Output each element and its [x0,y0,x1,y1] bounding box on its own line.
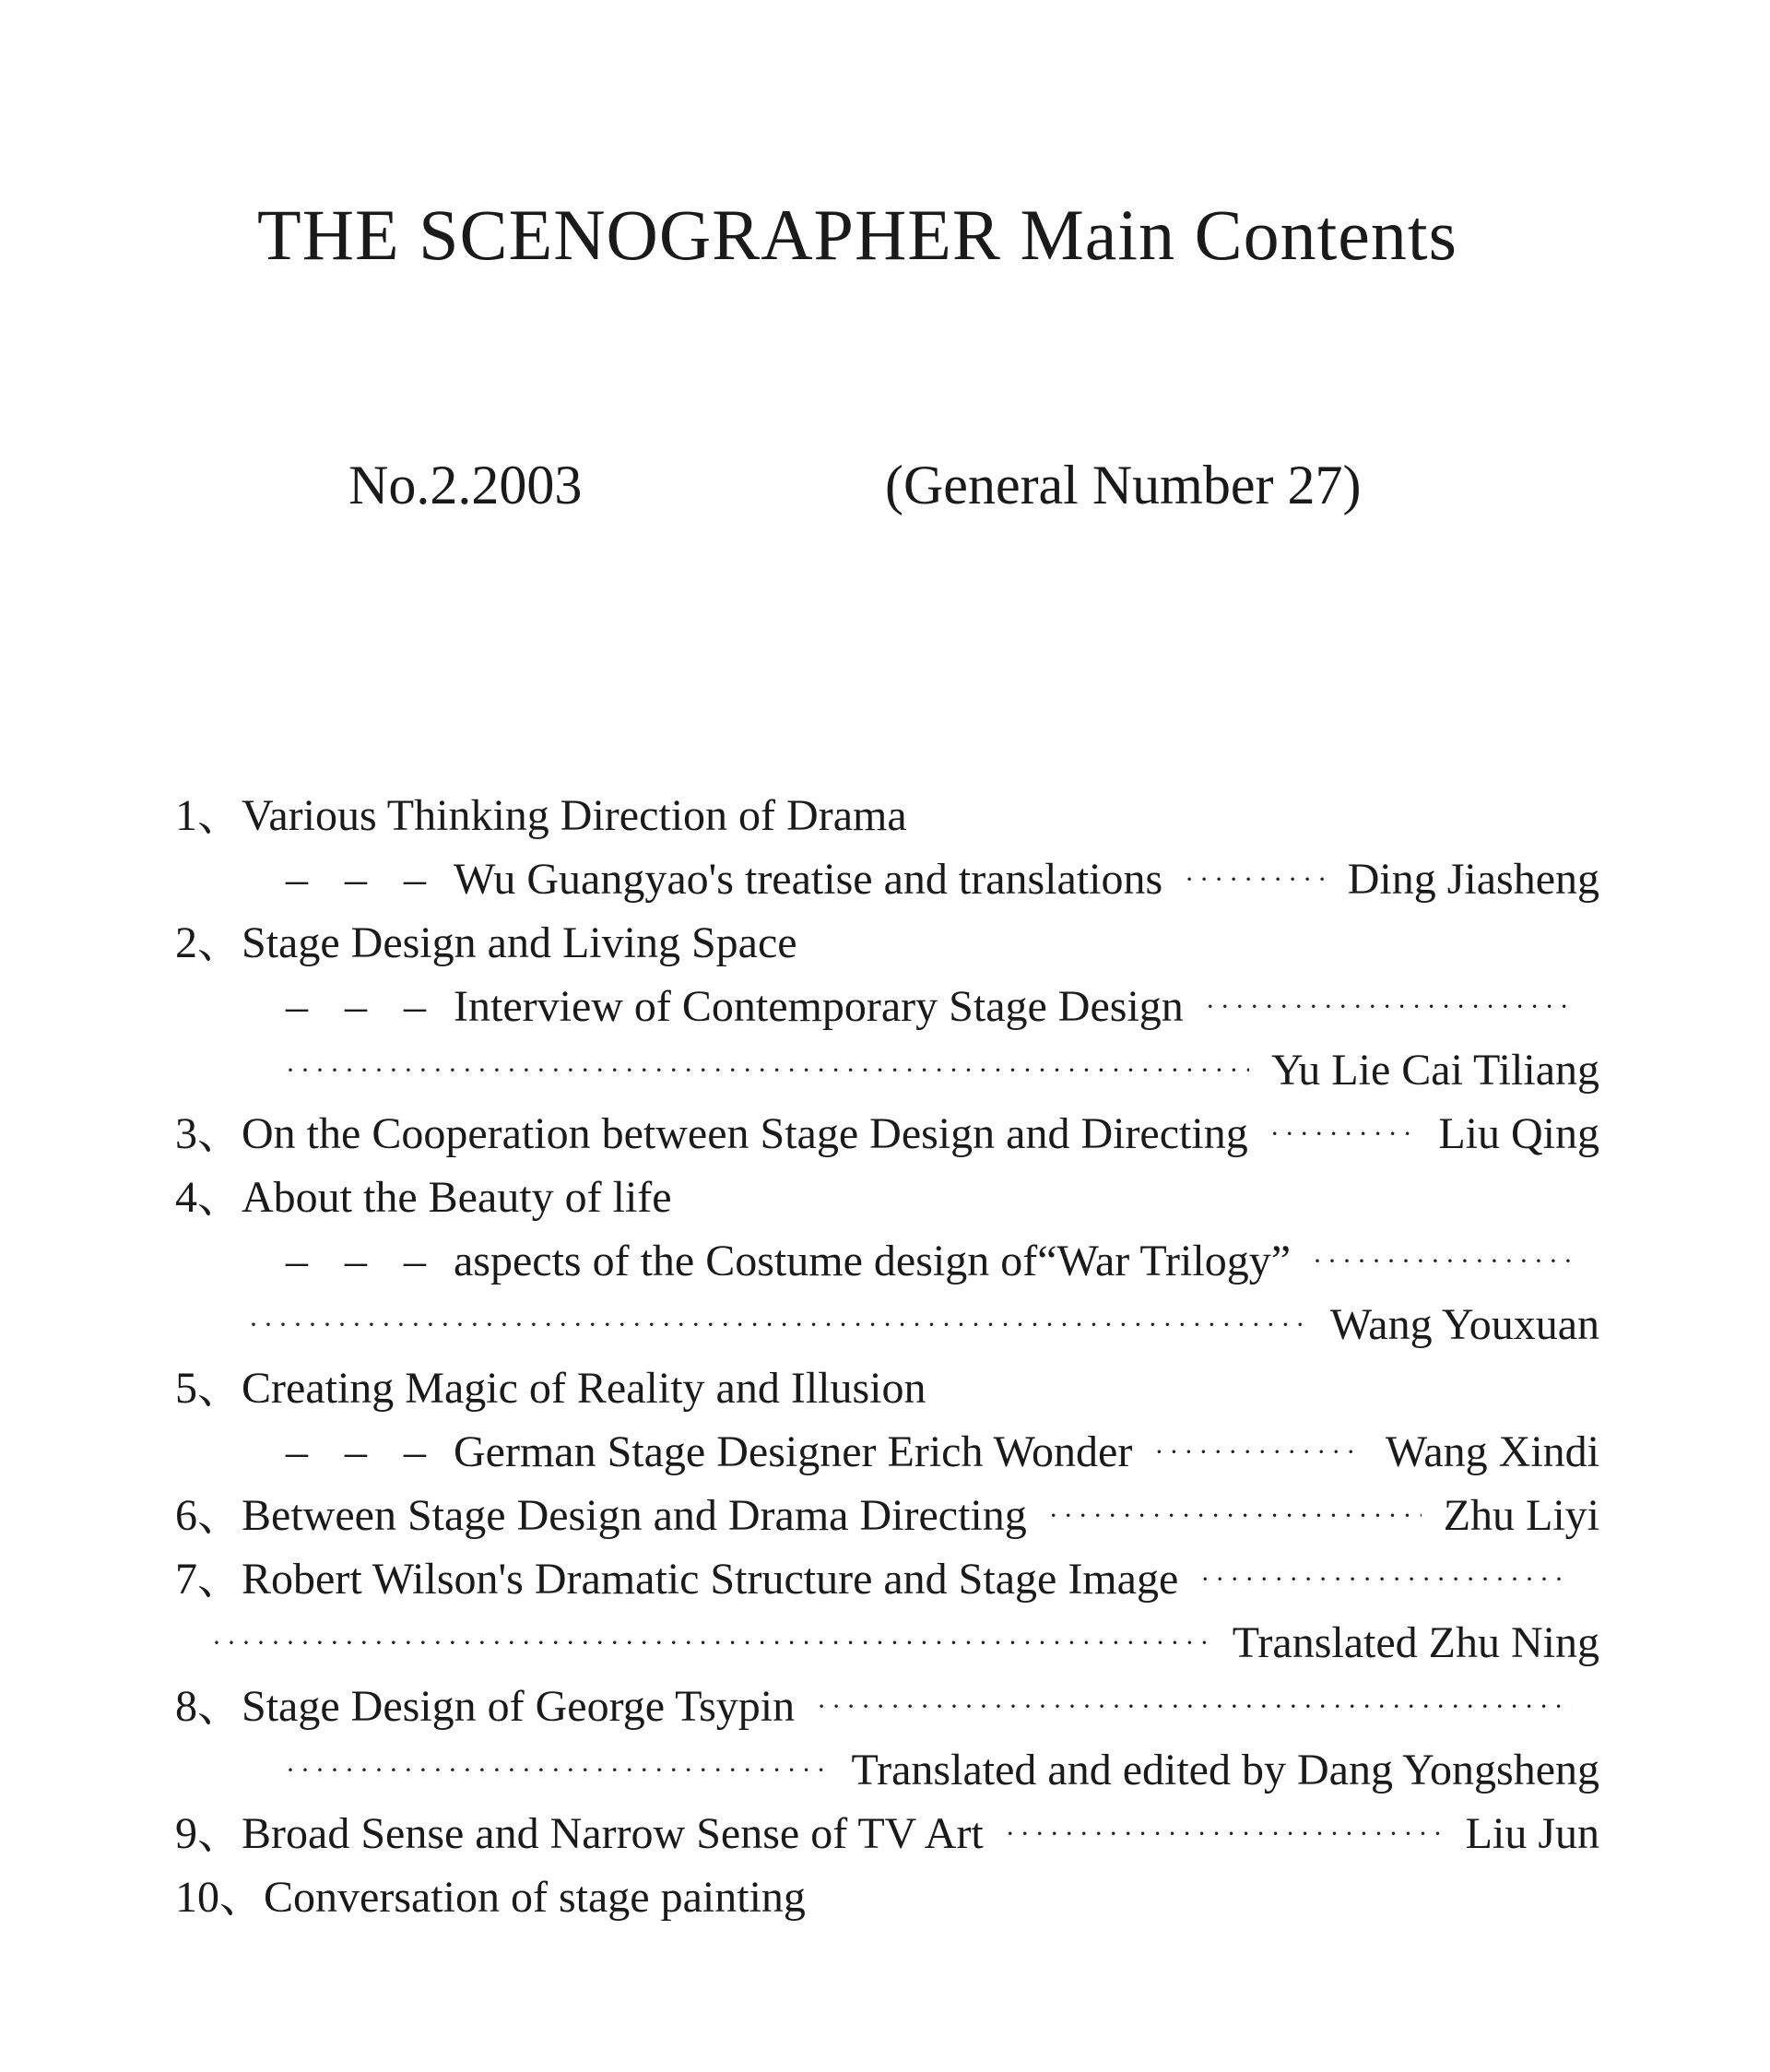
toc-item-title: Broad Sense and Narrow Sense of TV Art [242,1809,984,1858]
dot-leader [1206,975,1572,1038]
issue-number: No.2.2003 [348,455,583,515]
dot-leader [1154,1420,1363,1484]
toc-item-title: Stage Design of George Tsypin [242,1682,796,1731]
dot-leader [1049,1484,1422,1547]
toc-item-5-subtitle-row [175,1420,1599,1484]
toc-item-number: 4、 [175,1173,242,1222]
toc-item-2-title-row [175,911,1599,975]
toc-item-title: Creating Magic of Reality and Illusion [242,1364,926,1413]
toc-item-title: Various Thinking Direction of Drama [242,791,907,840]
toc-item-author: Liu Qing [1438,1109,1599,1158]
toc-item-4-title-row [175,1166,1599,1229]
toc-item-2-subtitle-row [175,975,1599,1038]
toc-item-author: Translated and edited by Dang Yongsheng [851,1746,1599,1794]
dot-leader [286,1738,830,1802]
toc-item-9-row [175,1802,1599,1865]
subtitle-dash: – – – [286,1427,439,1476]
toc-item-3-row [175,1102,1599,1166]
toc-item-2-author-row [175,1038,1599,1102]
toc-item-number: 1、 [175,791,242,840]
toc-item-number: 6、 [175,1491,242,1540]
toc-item-10-row [175,1865,1599,1929]
toc-item-5-title-row [175,1356,1599,1420]
toc-item-subtitle: German Stage Designer Erich Wonder [454,1427,1133,1476]
toc-item-subtitle: Wu Guangyao's treatise and translations [454,855,1163,904]
dot-leader [1200,1547,1572,1611]
toc-item-number: 9、 [175,1809,242,1858]
dot-leader [1313,1229,1572,1293]
toc-item-number: 3、 [175,1109,242,1158]
toc-item-title: Stage Design and Living Space [242,918,797,967]
dot-leader [249,1293,1308,1356]
dot-leader [1270,1102,1417,1166]
general-number: (General Number 27) [885,455,1362,515]
toc-item-author: Translated Zhu Ning [1232,1618,1599,1667]
toc-item-subtitle: aspects of the Costume design of“War Trilogy” [454,1237,1291,1285]
toc-item-4-subtitle-row [175,1229,1599,1293]
toc-item-7-author-row [175,1611,1599,1675]
toc-item-number: 5、 [175,1364,242,1413]
toc-item-title: Between Stage Design and Drama Directing [242,1491,1027,1540]
toc-item-title: Robert Wilson's Dramatic Structure and Stage Image [242,1555,1179,1604]
toc-item-title: On the Cooperation between Stage Design and Directing [242,1109,1248,1158]
toc-item-number: 8、 [175,1682,242,1731]
toc-item-8-author-row [175,1738,1599,1802]
toc-item-author: Wang Youxuan [1329,1300,1599,1349]
toc-item-author: Liu Jun [1465,1809,1599,1858]
toc-item-number: 10、 [175,1873,265,1922]
subtitle-dash: – – – [286,1237,439,1285]
dot-leader [212,1611,1210,1675]
dot-leader [817,1675,1572,1738]
toc-item-title: About the Beauty of life [242,1173,672,1222]
table-of-contents [175,784,1599,1929]
toc-item-title: Conversation of stage painting [264,1873,806,1922]
dot-leader [1185,847,1326,911]
toc-item-8-title-row [175,1675,1599,1738]
toc-item-author: Wang Xindi [1385,1427,1599,1476]
toc-item-author: Ding Jiasheng [1347,855,1599,904]
page-title: THE SCENOGRAPHER Main Contents [257,195,1457,275]
subtitle-dash: – – – [286,982,439,1031]
subtitle-dash: – – – [286,855,439,904]
toc-item-author: Yu Lie Cai Tiliang [1270,1046,1599,1095]
toc-item-1-subtitle-row [175,847,1599,911]
toc-item-number: 2、 [175,918,242,967]
dot-leader [286,1038,1249,1102]
dot-leader [1006,1802,1444,1865]
toc-item-1-title-row [175,784,1599,847]
toc-item-7-title-row [175,1547,1599,1611]
toc-item-6-row [175,1484,1599,1547]
toc-item-author: Zhu Liyi [1443,1491,1599,1540]
toc-item-number: 7、 [175,1555,242,1604]
toc-item-subtitle: Interview of Contemporary Stage Design [454,982,1184,1031]
toc-item-4-author-row [175,1293,1599,1356]
